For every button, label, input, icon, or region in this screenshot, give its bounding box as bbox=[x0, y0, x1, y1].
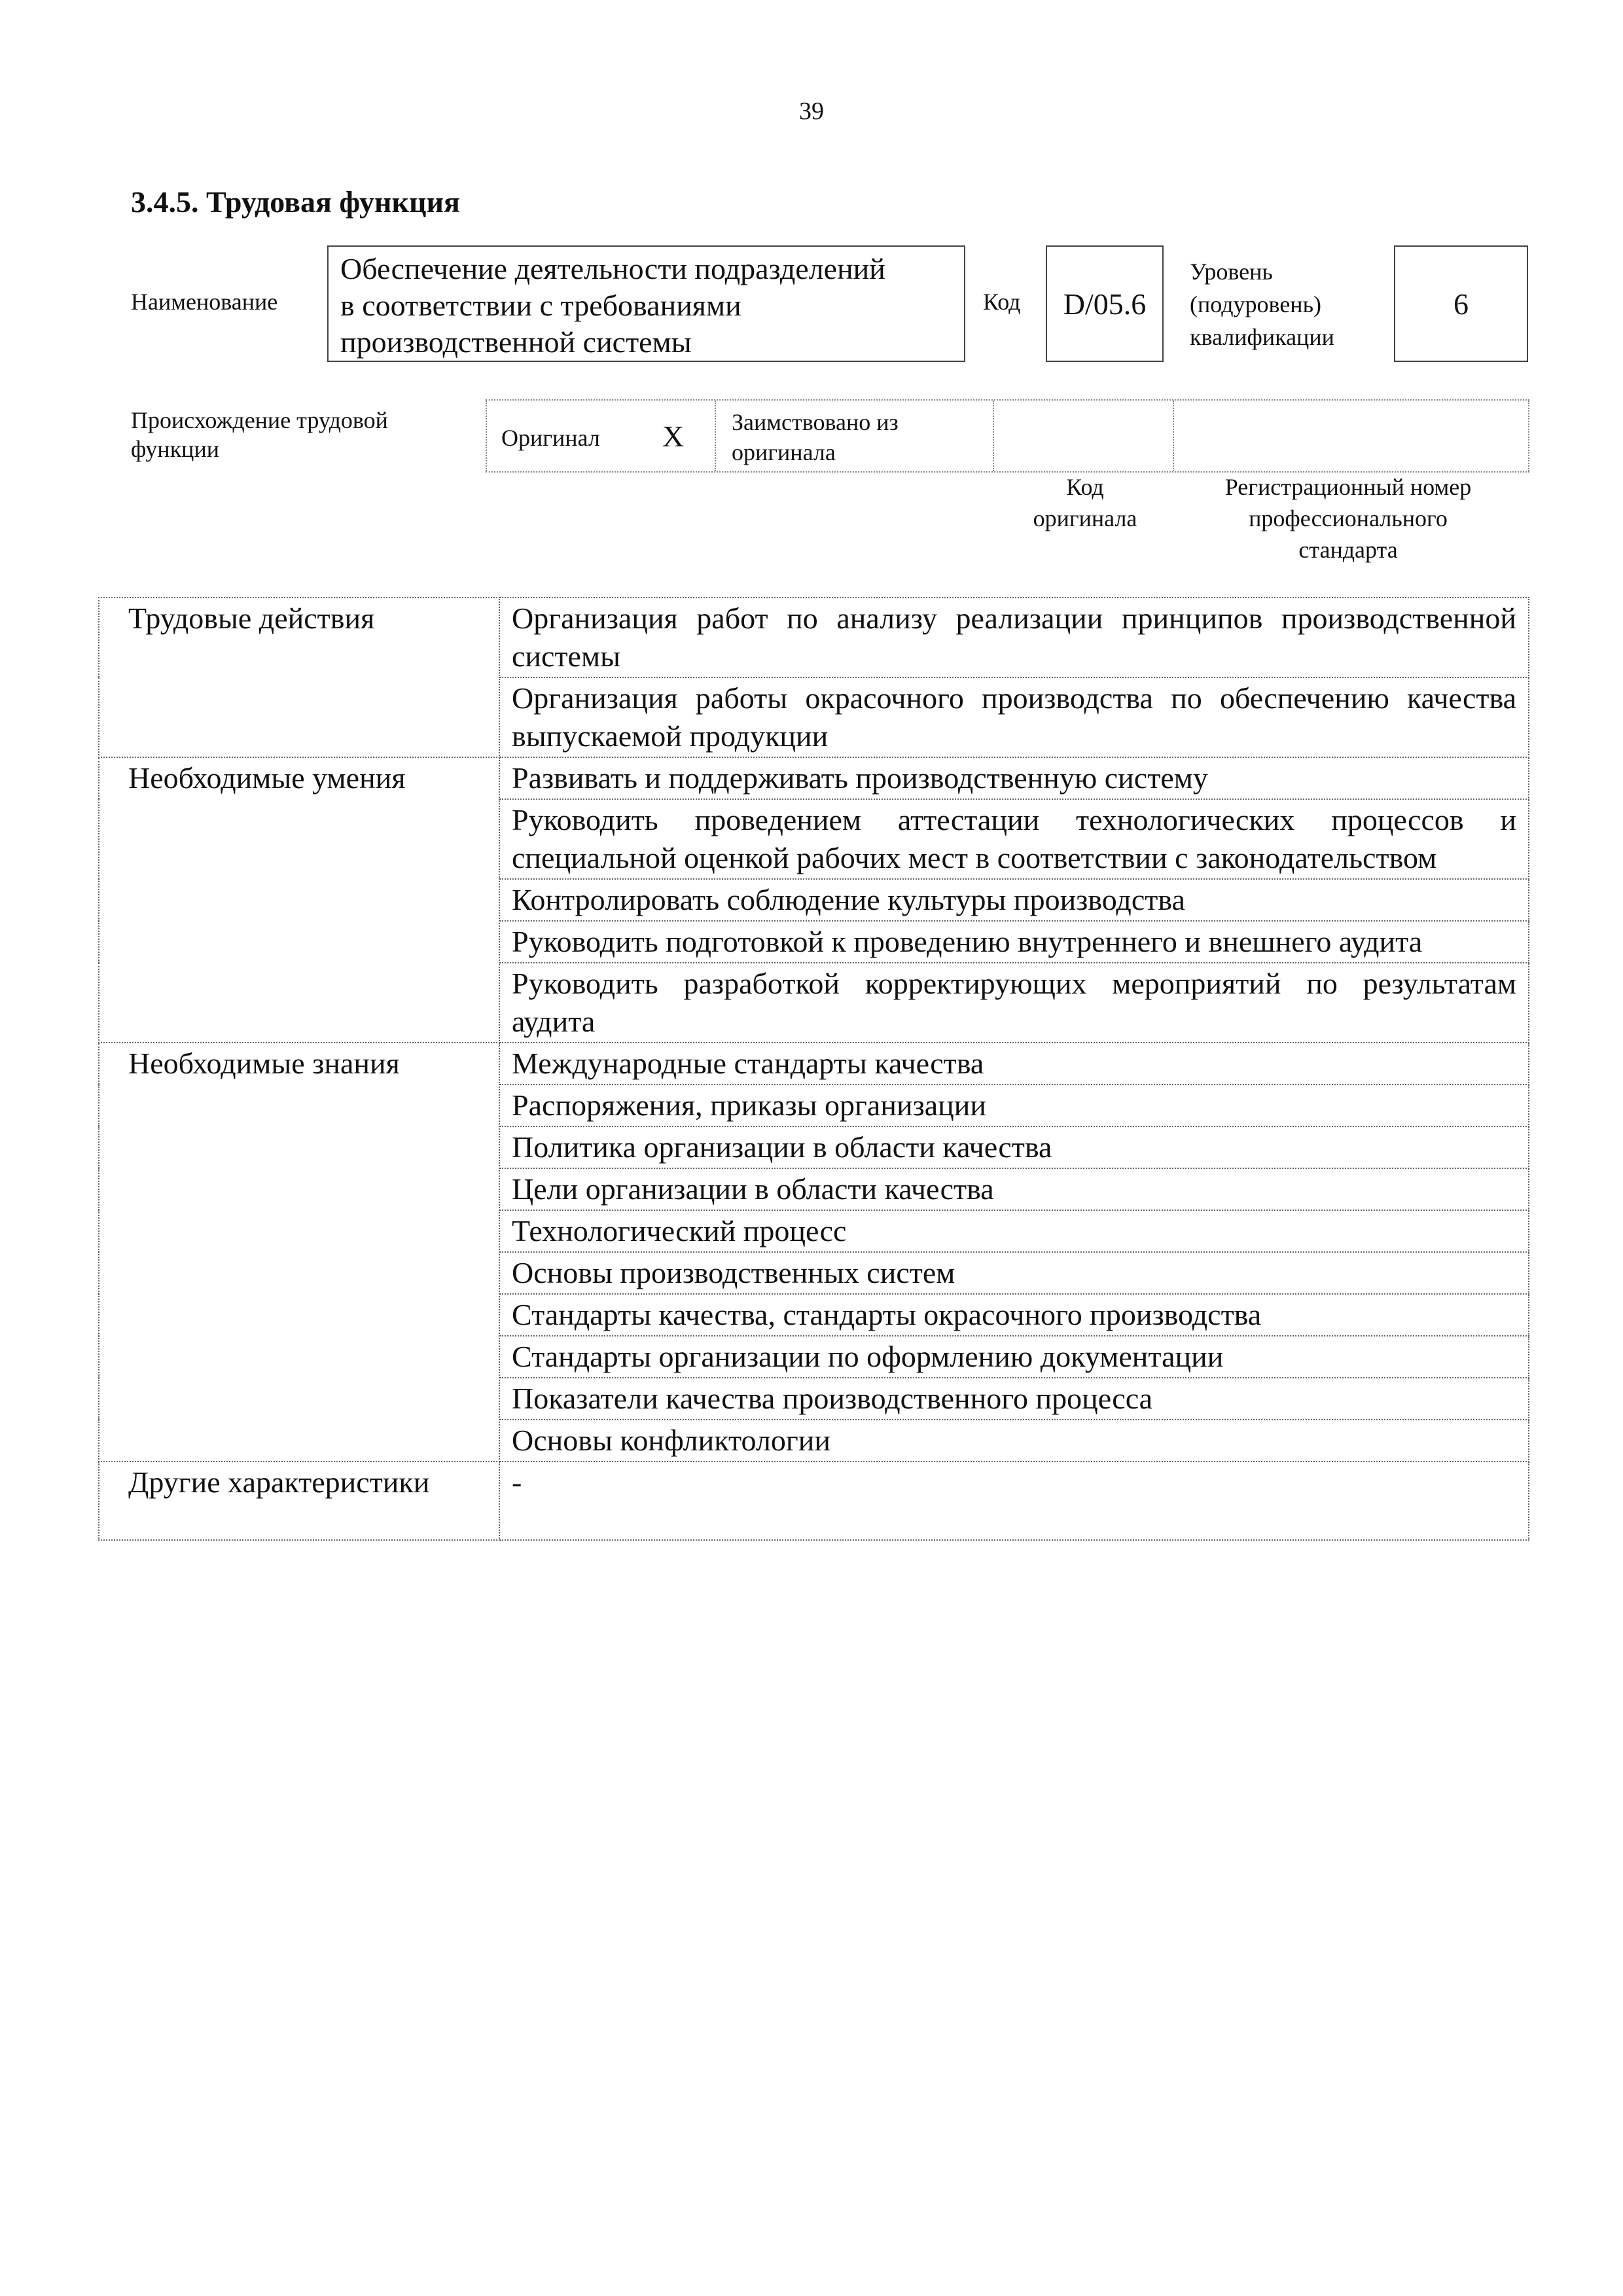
page-number: 39 bbox=[799, 98, 824, 125]
origin-reg-cell bbox=[1173, 401, 1529, 471]
item-cell: Развивать и поддерживать производственную систему bbox=[499, 757, 1529, 799]
category-cell: Трудовые действия bbox=[99, 598, 499, 757]
function-table bbox=[98, 597, 1529, 1541]
name-box bbox=[327, 245, 965, 362]
item-cell: Основы производственных систем bbox=[499, 1252, 1529, 1294]
item-cell: - bbox=[499, 1462, 1529, 1540]
name-line: в соответствии с требованиями bbox=[340, 289, 741, 322]
level-box bbox=[1394, 245, 1528, 362]
origin-borrowed-cell bbox=[715, 401, 994, 471]
category-cell: Необходимые знания bbox=[99, 1043, 499, 1462]
original-mark: X bbox=[662, 420, 685, 453]
table-row bbox=[99, 598, 1529, 677]
item-cell: Стандарты организации по оформлению документации bbox=[499, 1336, 1529, 1378]
item-cell: Распоряжения, приказы организации bbox=[499, 1085, 1529, 1126]
name-line: Обеспечение деятельности подразделений bbox=[340, 252, 885, 285]
item-cell: Руководить разработкой корректирующих мероприятий по результатам аудита bbox=[499, 963, 1529, 1043]
table-row bbox=[99, 757, 1529, 799]
caption-line: Код bbox=[1066, 474, 1104, 500]
item-cell: Стандарты качества, стандарты окрасочного производства bbox=[499, 1294, 1529, 1336]
section-title: 3.4.5. Трудовая функция bbox=[131, 185, 460, 219]
borrowed-label bbox=[732, 407, 899, 467]
borrowed-line: оригинала bbox=[732, 439, 836, 465]
item-cell: Цели организации в области качества bbox=[499, 1168, 1529, 1210]
reg-number-caption bbox=[1178, 471, 1518, 565]
origin-original-cell bbox=[486, 401, 716, 471]
caption-line: стандарта bbox=[1298, 537, 1398, 563]
table-row bbox=[99, 1462, 1529, 1540]
item-cell: Руководить проведением аттестации технологических процессов и специальной оценкой рабочих мест в соответствии с законодательством bbox=[499, 799, 1529, 879]
code-label: Код bbox=[983, 289, 1021, 315]
item-cell: Руководить подготовкой к проведению внутреннего и внешнего аудита bbox=[499, 921, 1529, 963]
item-cell: Политика организации в области качества bbox=[499, 1126, 1529, 1168]
name-label: Наименование bbox=[131, 289, 278, 315]
level-label-line: Уровень bbox=[1190, 259, 1273, 285]
orig-code-caption bbox=[1007, 471, 1164, 534]
category-cell: Необходимые умения bbox=[99, 757, 499, 1043]
level-label bbox=[1190, 255, 1334, 353]
item-cell: Контролировать соблюдение культуры производства bbox=[499, 879, 1529, 921]
code-box bbox=[1046, 245, 1164, 362]
level-value: 6 bbox=[1454, 287, 1469, 321]
item-cell: Организация работы окрасочного производства по обеспечению качества выпускаемой продукции bbox=[499, 677, 1529, 757]
table-row bbox=[99, 1043, 1529, 1085]
origin-code-cell bbox=[993, 401, 1174, 471]
category-cell: Другие характеристики bbox=[99, 1462, 499, 1540]
origin-label bbox=[131, 406, 388, 463]
caption-line: Регистрационный номер bbox=[1224, 474, 1472, 500]
item-cell: Показатели качества производственного процесса bbox=[499, 1378, 1529, 1420]
item-cell: Организация работ по анализу реализации принципов производственной системы bbox=[499, 598, 1529, 677]
item-cell: Международные стандарты качества bbox=[499, 1043, 1529, 1085]
origin-label-line: функции bbox=[131, 436, 219, 462]
level-label-line: квалификации bbox=[1190, 324, 1334, 350]
origin-label-line: Происхождение трудовой bbox=[131, 407, 388, 433]
borrowed-line: Заимствовано из bbox=[732, 409, 899, 435]
item-cell: Технологический процесс bbox=[499, 1210, 1529, 1252]
name-line: производственной системы bbox=[340, 325, 692, 359]
item-cell: Основы конфликтологии bbox=[499, 1420, 1529, 1462]
level-label-line: (подуровень) bbox=[1190, 291, 1321, 317]
original-label: Оригинал bbox=[501, 425, 600, 451]
origin-row bbox=[486, 399, 1529, 473]
caption-line: оригинала bbox=[1033, 505, 1137, 531]
caption-line: профессионального bbox=[1249, 505, 1448, 531]
code-value: D/05.6 bbox=[1063, 287, 1147, 321]
